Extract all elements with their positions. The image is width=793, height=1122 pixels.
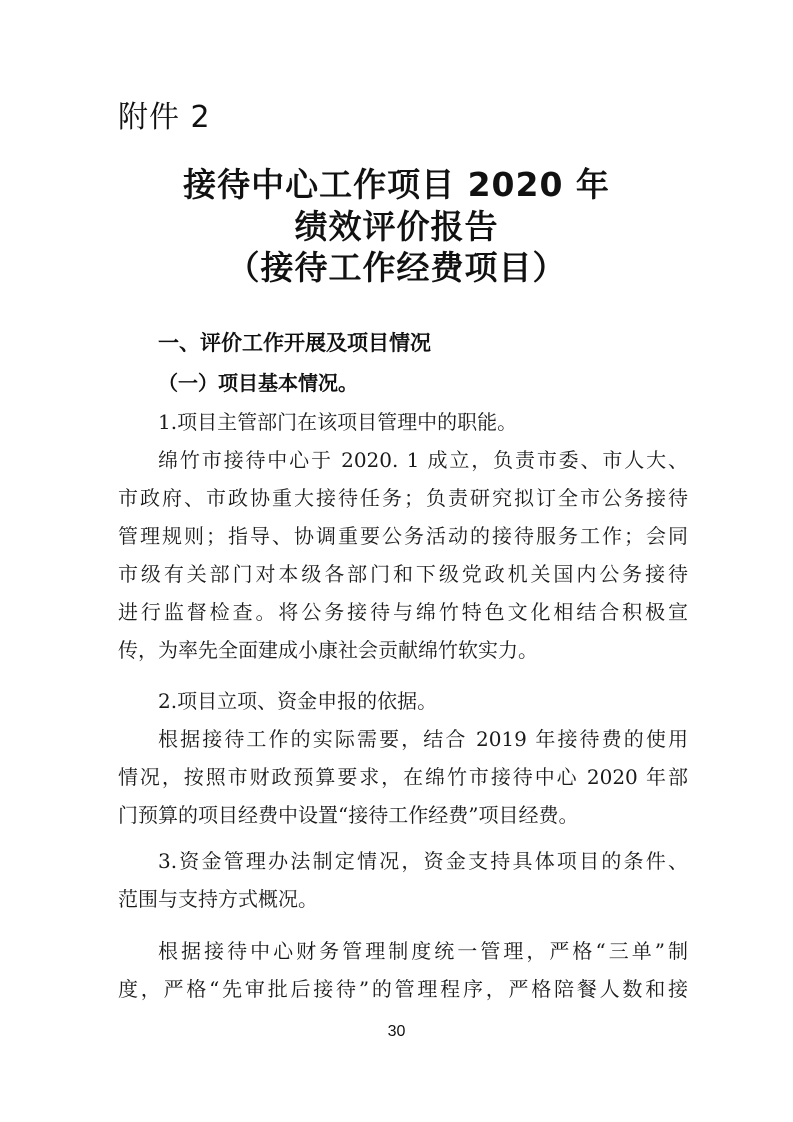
item2-block [118,682,688,834]
paragraph-line: 度，严格“先审批后接待”的管理程序，严格陪餐人数和接 [118,977,688,1001]
paragraph-line: 门预算的项目经费中设置“接待工作经费”项目经费。 [118,803,579,827]
paragraph-line: 市政府、市政协重大接待任务；负责研究拟订全市公务接待 [118,486,688,510]
paragraph-line: 市级有关部门对本级各部门和下级党政机关国内公务接待 [118,562,688,586]
section-heading: 一、评价工作开展及项目情况 [158,331,431,355]
paragraph-line: 传，为率先全面建成小康社会贡献绵竹软实力。 [118,638,538,662]
paragraph-line: 进行监督检查。将公务接待与绵竹特色文化相结合积极宣 [118,600,688,624]
item1-heading: 1.项目主管部门在该项目管理中的职能。 [158,410,518,434]
annex-label: 附件 2 [118,100,211,135]
item3-paragraph [118,932,688,1008]
item2-heading: 2.项目立项、资金申报的依据。 [158,689,438,713]
paragraph-line: 情况，按照市财政预算要求，在绵竹市接待中心 2020 年部 [118,765,688,789]
page-number: 30 [387,1023,406,1040]
paragraph-line: 根据接待中心财务管理制度统一管理，严格“三单”制 [158,939,688,963]
report-title-line-2: 绩效评价报告 [294,207,499,246]
item3-heading: 3.资金管理办法制定情况，资金支持具体项目的条件、 [158,849,688,873]
item3-block [118,842,688,918]
subsection-heading: （一）项目基本情况。 [158,371,358,395]
item3-heading-continued: 范围与支持方式概况。 [118,887,318,911]
report-title-line-3: （接待工作经费项目） [226,248,567,287]
report-title-line-1: 接待中心工作项目 2020 年 [183,165,610,204]
paragraph-line: 绵竹市接待中心于 2020. 1 成立，负责市委、市人大、 [158,448,688,472]
paragraph-line: 管理规则；指导、协调重要公务活动的接待服务工作；会同 [118,524,688,548]
paragraph-line: 根据接待工作的实际需要，结合 2019 年接待费的使用 [158,727,688,751]
item1-block [118,403,688,669]
